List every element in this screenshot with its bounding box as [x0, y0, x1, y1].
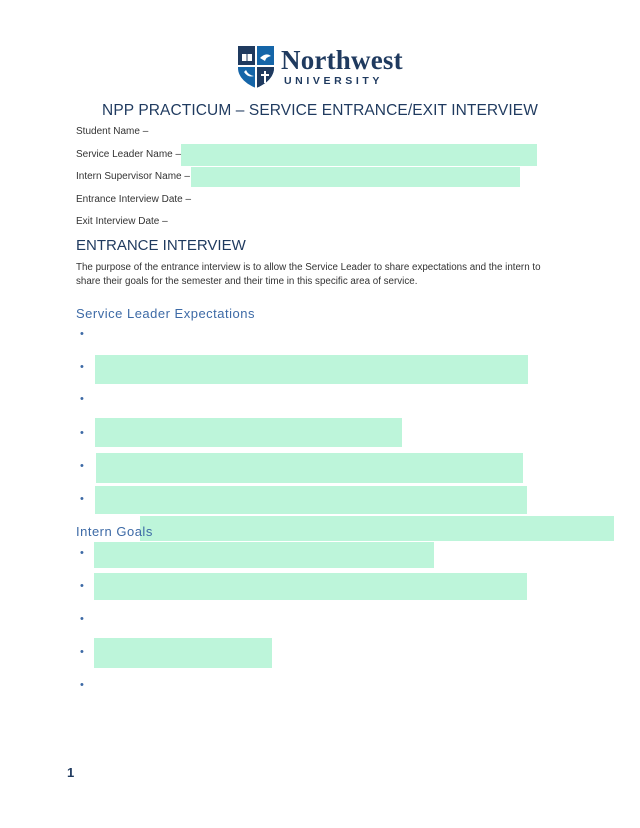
service-leader-name-field[interactable] — [181, 144, 537, 166]
expectation-bullet: • — [80, 493, 84, 505]
expectation-entry-field[interactable] — [96, 453, 523, 483]
student-name-label: Student Name – — [76, 126, 149, 137]
goal-entry-field[interactable] — [94, 573, 527, 600]
service-leader-expectations-heading: Service Leader Expectations — [76, 306, 255, 321]
intern-goals-heading: Intern Goals — [76, 524, 153, 539]
goal-bullet: • — [80, 580, 84, 592]
intern-supervisor-name-field[interactable] — [191, 167, 520, 187]
expectation-entry-field[interactable] — [95, 486, 527, 514]
expectation-entry-field[interactable] — [95, 355, 528, 384]
expectation-bullet: • — [80, 427, 84, 439]
expectation-bullet: • — [80, 460, 84, 472]
logo-name: Northwest — [281, 45, 403, 75]
intern-goals-entry-field[interactable] — [140, 516, 614, 541]
goal-entry-field[interactable] — [94, 542, 434, 568]
intern-supervisor-name-label: Intern Supervisor Name – — [76, 171, 190, 182]
document-title: NPP PRACTICUM – SERVICE ENTRANCE/EXIT INTERVIEW — [102, 102, 538, 119]
goal-bullet: • — [80, 679, 84, 691]
expectation-entry-field[interactable] — [95, 418, 402, 447]
expectation-bullet: • — [80, 328, 84, 340]
page-number: 1 — [67, 765, 75, 780]
service-leader-name-label: Service Leader Name – — [76, 149, 182, 160]
logo-subtitle: UNIVERSITY — [284, 75, 384, 87]
expectation-bullet: • — [80, 361, 84, 373]
goal-bullet: • — [80, 646, 84, 658]
shield-logo-icon — [236, 44, 276, 88]
goal-bullet: • — [80, 613, 84, 625]
entrance-interview-date-label: Entrance Interview Date – — [76, 194, 192, 205]
entrance-interview-paragraph: The purpose of the entrance interview is to allow the Service Leader to share expectations and the intern to share their goals for the semester and their time in this specific area of service. — [76, 262, 541, 287]
northwest-university-logo — [236, 44, 408, 90]
exit-interview-date-label: Exit Interview Date – — [76, 216, 168, 227]
entrance-interview-heading: ENTRANCE INTERVIEW — [76, 237, 246, 254]
goal-bullet: • — [80, 547, 84, 559]
goal-entry-field[interactable] — [94, 638, 272, 668]
expectation-bullet: • — [80, 393, 84, 405]
